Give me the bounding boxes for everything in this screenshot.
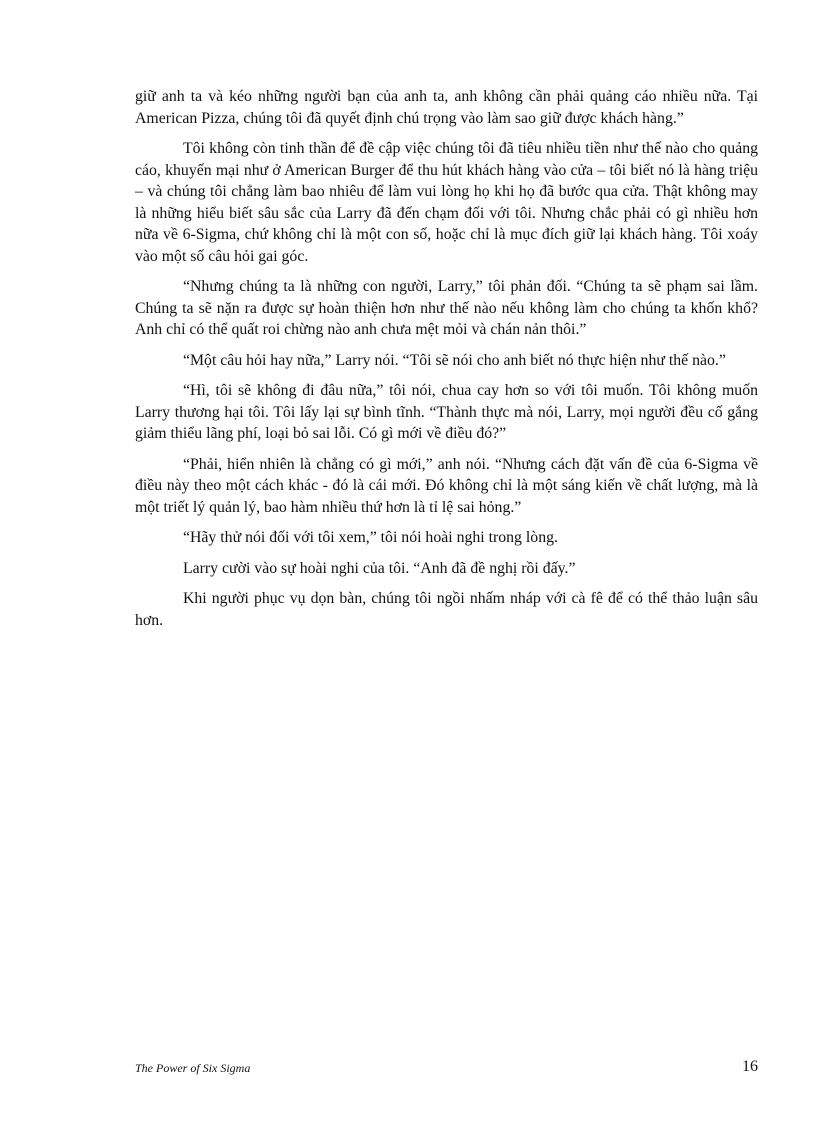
paragraph-6: “Phải, hiển nhiên là chẳng có gì mới,” anh nói. “Nhưng cách đặt vấn đề của 6-Sigma về điều này theo một cách khác - đó là cái mới. Đó không chỉ là một sáng kiến về chất lượng, mà là một triết lý quản lý, bao hàm nhiều thứ hơn là tỉ lệ sai hỏng.” xyxy=(135,455,758,516)
page-number: 16 xyxy=(742,1058,758,1075)
paragraph-1: giữ anh ta và kéo những người bạn của anh ta, anh không cần phải quảng cáo nhiều nữa. Tại American Pizza, chúng tôi đã quyết định chú trọng vào làm sao giữ được khách hàng.” xyxy=(135,88,758,127)
paragraph-2: Tôi không còn tinh thần để đề cập việc chúng tôi đã tiêu nhiều tiền như thế nào cho quảng cáo, khuyến mại như ở American Burger để thu hút khách hàng vào cửa – tôi biết nó là hàng triệu – và chúng tôi chẳng làm bao nhiêu để làm vui lòng họ khi họ đã bước qua cửa. Thật không may là những hiểu biết sâu sắc của Larry đã đến chạm đối với tôi. Nhưng chắc phải có gì nhiều hơn nữa về 6-Sigma, chứ không chỉ là một con số, hoặc chỉ là mục đích giữ lại khách hàng. Tôi xoáy vào một số câu hỏi gai góc. xyxy=(135,140,758,265)
paragraph-5: “Hì, tôi sẽ không đi đâu nữa,” tôi nói, chua cay hơn so với tôi muốn. Tôi không muốn Larry thương hại tôi. Tôi lấy lại sự bình tĩnh. “Thành thực mà nói, Larry, mọi người đều cố gắng giảm thiểu lãng phí, loại bỏ sai lỗi. Có gì mới về điều đó?” xyxy=(135,382,758,442)
paragraph-4: “Một câu hỏi hay nữa,” Larry nói. “Tôi sẽ nói cho anh biết nó thực hiện như thế nào.” xyxy=(183,351,726,369)
body-text xyxy=(135,86,758,640)
paragraph-3: “Nhưng chúng ta là những con người, Larry,” tôi phản đối. “Chúng ta sẽ phạm sai lầm. Chúng ta sẽ nặn ra được sự hoàn thiện hơn như thế nào nếu không làm cho chúng ta khốn khổ? Anh chỉ có thể quất roi chừng nào anh chưa mệt mỏi và chán nản thôi.” xyxy=(135,278,758,338)
paragraph-7: “Hãy thử nói đối với tôi xem,” tôi nói hoài nghi trong lòng. xyxy=(183,529,558,546)
paragraph-8: Larry cười vào sự hoài nghi của tôi. “Anh đã đề nghị rồi đấy.” xyxy=(183,559,576,577)
paragraph-9: Khi người phục vụ dọn bàn, chúng tôi ngồi nhấm nháp với cà fê để có thể thảo luận sâu hơn. xyxy=(135,590,758,629)
footer-book-title: The Power of Six Sigma xyxy=(135,1061,251,1075)
